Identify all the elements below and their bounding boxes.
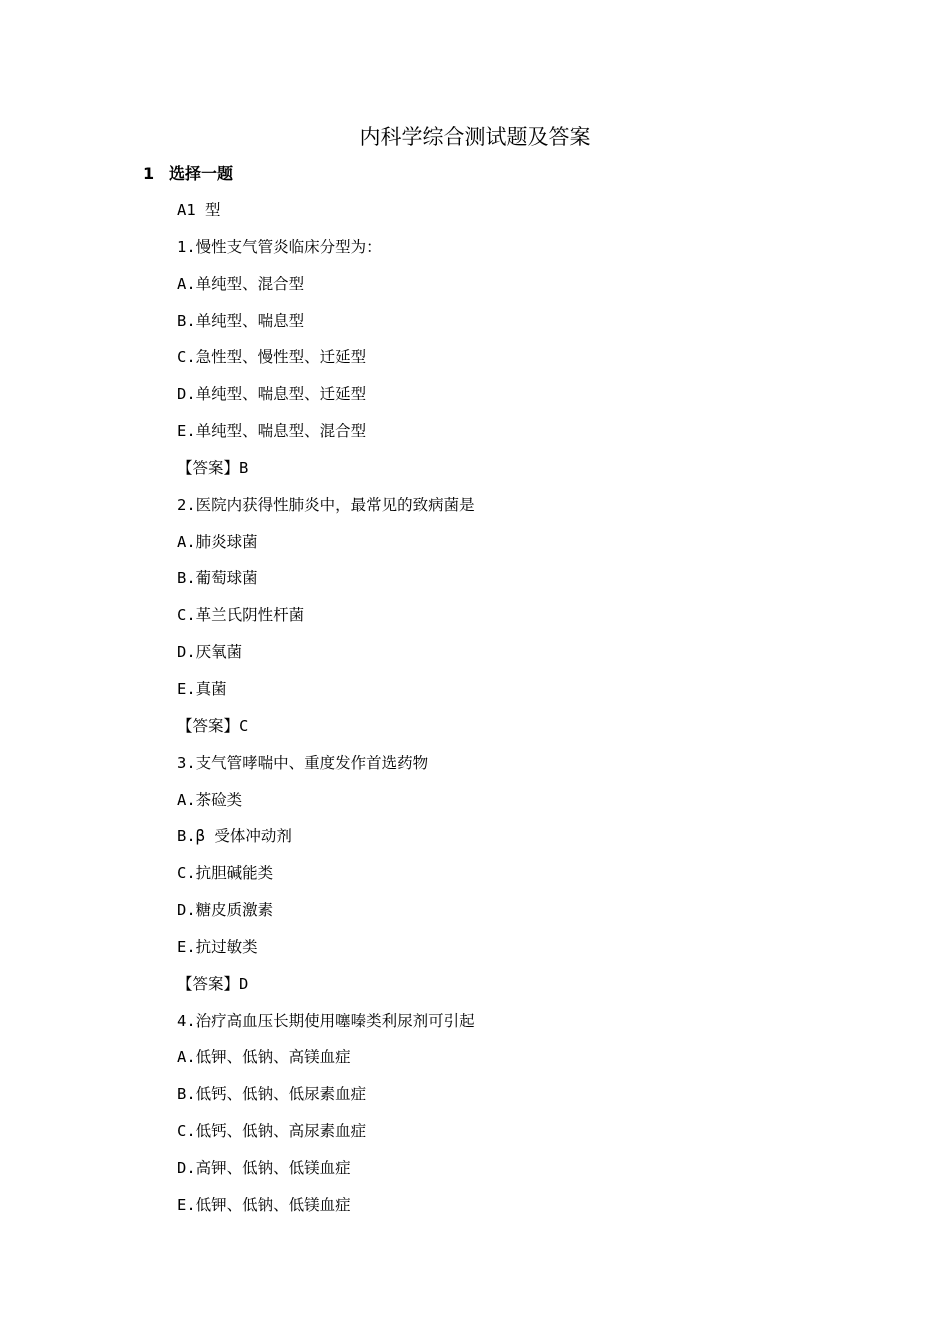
text-line: D.厌氧菌 bbox=[177, 643, 243, 662]
text-line: A.茶硷类 bbox=[177, 790, 243, 809]
text-line: D.糖皮质激素 bbox=[177, 901, 274, 920]
text-line: E.抗过敏类 bbox=[177, 937, 258, 956]
text-line: B.β 受体冲动剂 bbox=[177, 827, 292, 846]
text-line: A1 型 bbox=[177, 201, 221, 219]
text-line: 【答案】D bbox=[177, 974, 249, 993]
text-line: 2.医院内获得性肺炎中，最常见的致病菌是 bbox=[177, 495, 475, 514]
text-line: B.葡萄球菌 bbox=[177, 569, 258, 588]
text-line: 1.慢性支气管炎临床分型为： bbox=[177, 237, 382, 256]
text-line: A.肺炎球菌 bbox=[177, 532, 258, 551]
question-list bbox=[177, 198, 475, 1230]
text-line: A.单纯型、混合型 bbox=[177, 274, 305, 293]
text-line: D.单纯型、喘息型、迁延型 bbox=[177, 385, 367, 404]
section-label: 选择一题 bbox=[169, 164, 234, 183]
text-line: B.低钙、低钠、低尿素血症 bbox=[177, 1085, 367, 1104]
text-line: E.低钾、低钠、低镁血症 bbox=[177, 1195, 351, 1214]
text-line: D.高钾、低钠、低镁血症 bbox=[177, 1158, 351, 1177]
section-heading bbox=[143, 162, 233, 186]
text-line: A.低钾、低钠、高镁血症 bbox=[177, 1048, 351, 1067]
text-line: B.单纯型、喘息型 bbox=[177, 311, 305, 330]
text-line: 3.支气管哮喘中、重度发作首选药物 bbox=[177, 753, 429, 772]
text-line: C.急性型、慢性型、迁延型 bbox=[177, 348, 367, 367]
text-line: 4.治疗高血压长期使用噻嗪类利尿剂可引起 bbox=[177, 1011, 475, 1030]
text-line: E.单纯型、喘息型、混合型 bbox=[177, 422, 367, 441]
text-line: C.革兰氏阴性杆菌 bbox=[177, 606, 305, 625]
text-line: E.真菌 bbox=[177, 679, 227, 698]
text-line: 【答案】C bbox=[177, 716, 249, 735]
section-number: 1 bbox=[143, 164, 155, 183]
text-line: C.低钙、低钠、高尿素血症 bbox=[177, 1122, 367, 1141]
page-title: 内科学综合测试题及答案 bbox=[359, 125, 591, 149]
text-line: C.抗胆碱能类 bbox=[177, 864, 274, 883]
text-line: 【答案】B bbox=[177, 458, 249, 477]
